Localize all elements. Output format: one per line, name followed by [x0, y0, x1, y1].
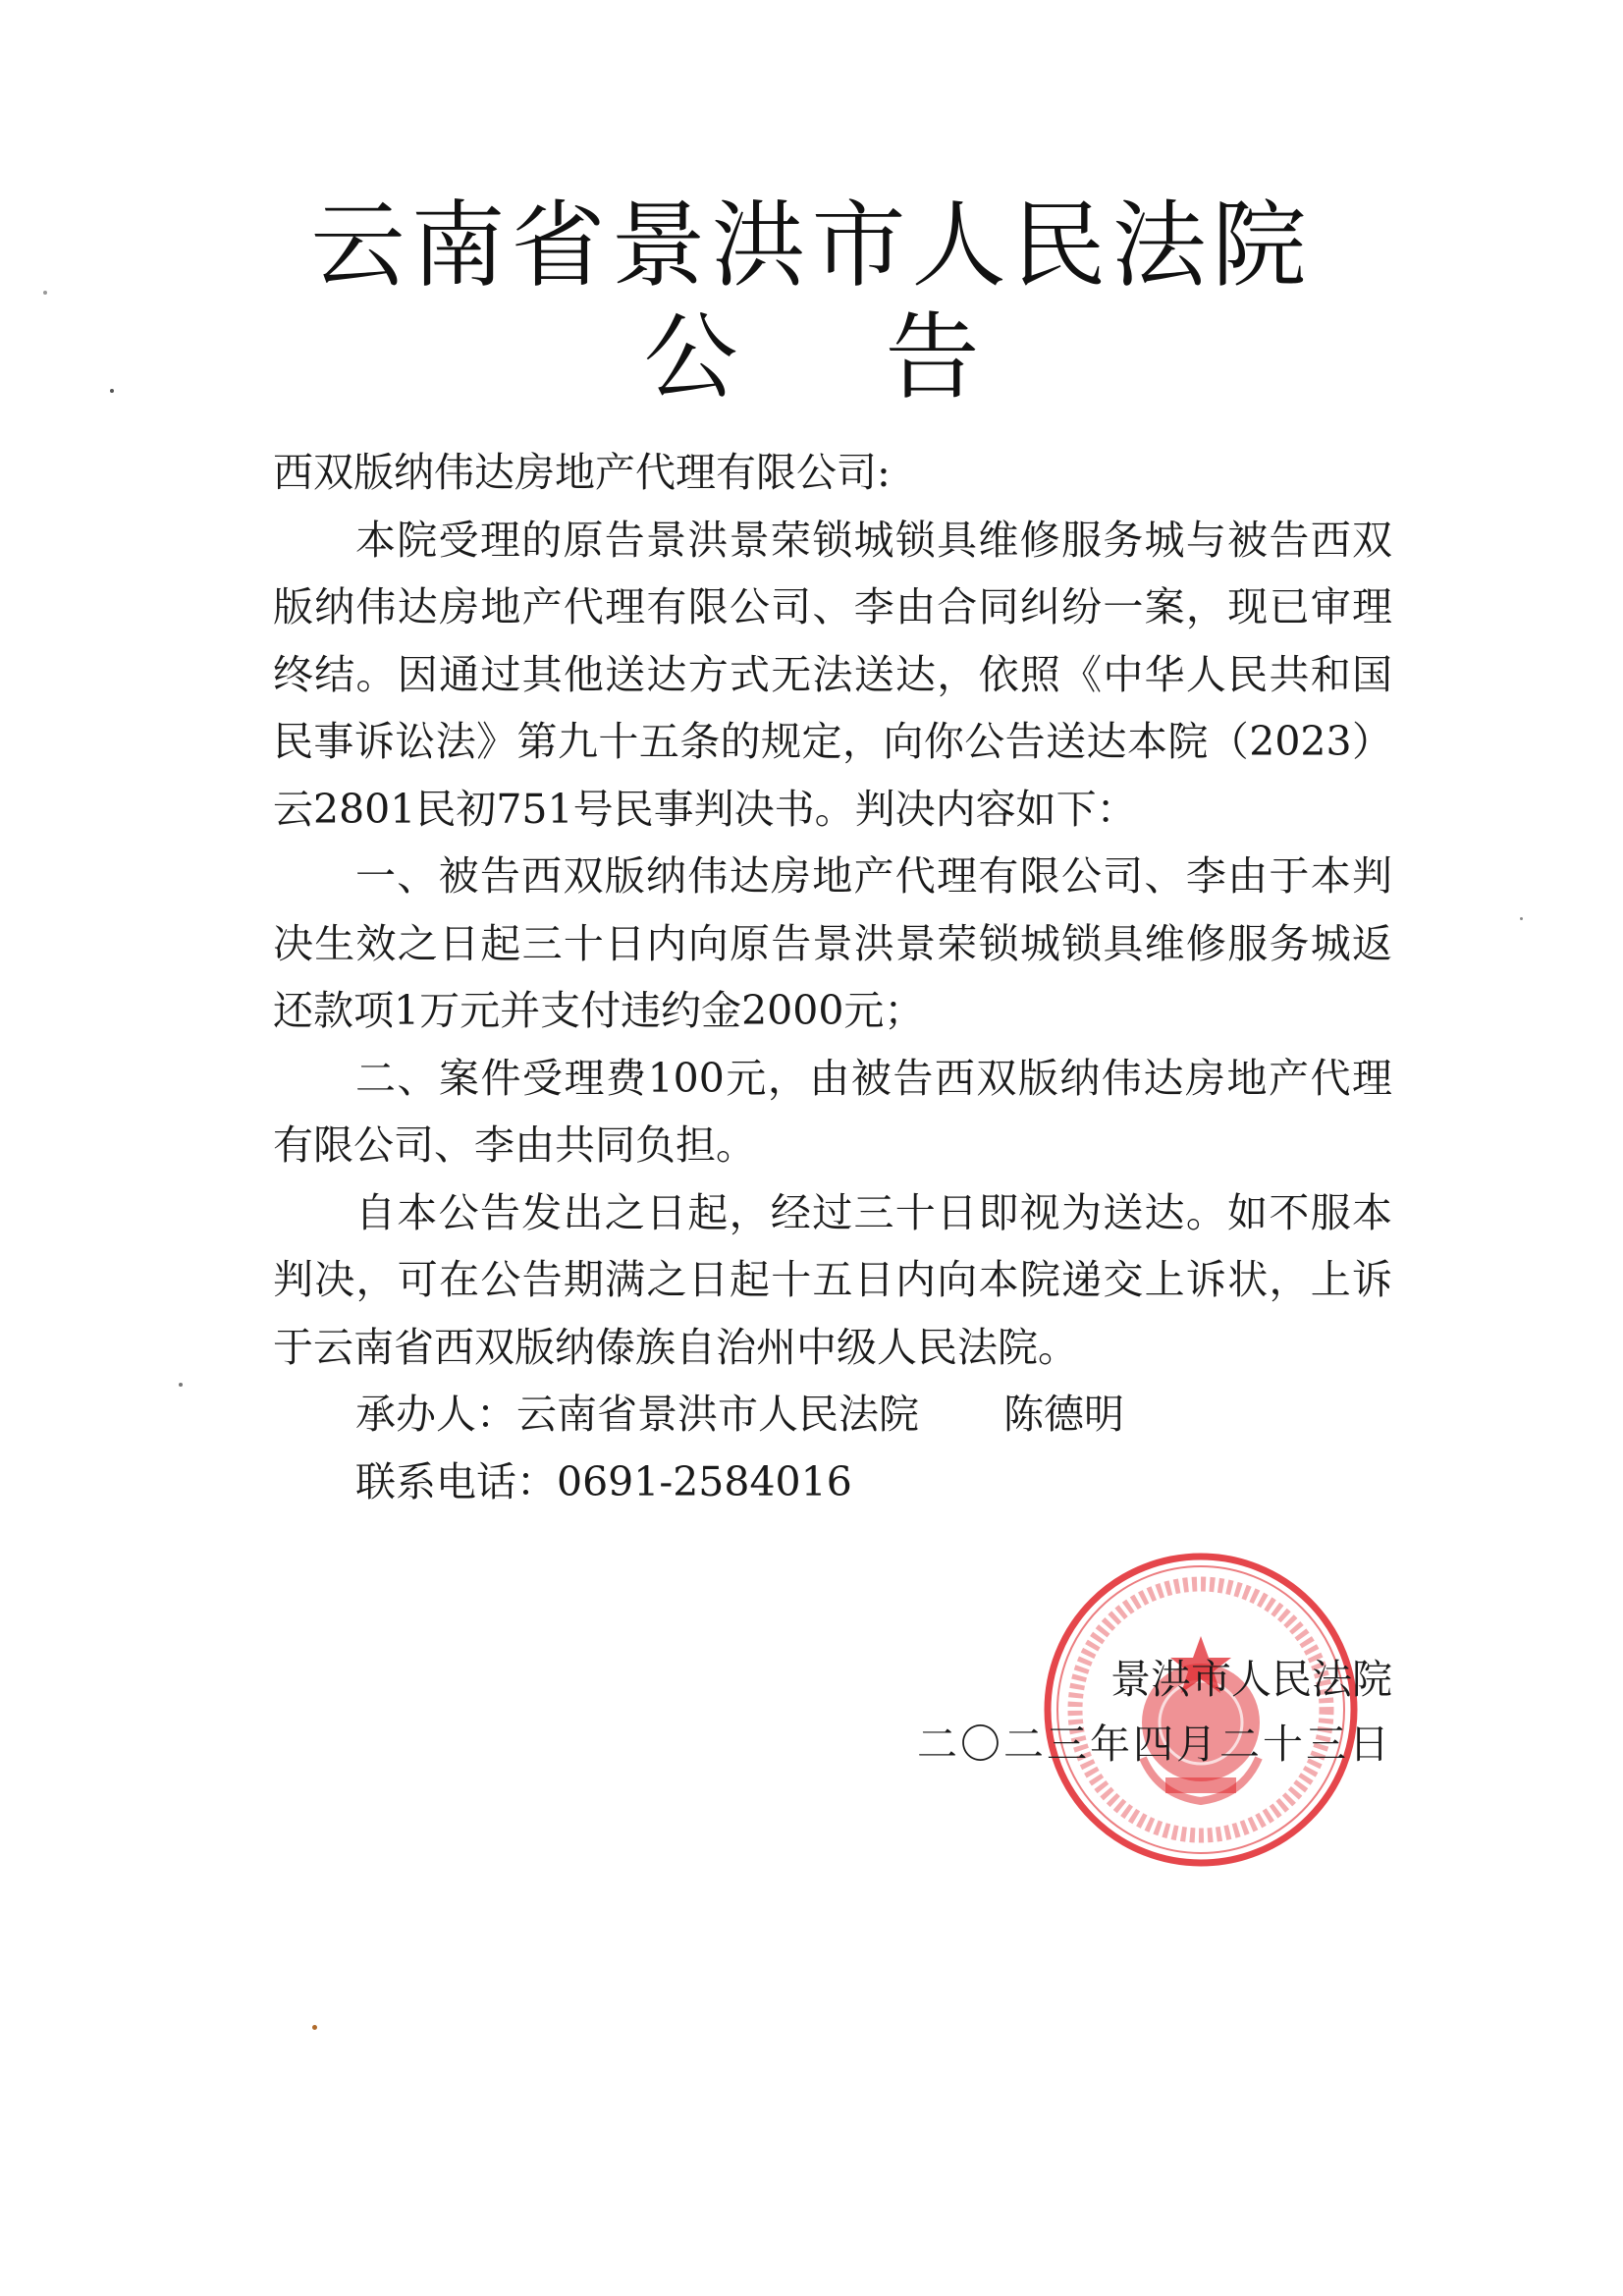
phone-number: 0691-2584016: [557, 1457, 852, 1505]
phone-line: [273, 1449, 1392, 1516]
paragraph-judgment-2: 二、案件受理费100元，由被告西双版纳伟达房地产代理有限公司、李由共同负担。: [273, 1054, 1392, 1169]
signoff-date: 二〇二三年四月二十三日: [917, 1721, 1392, 1768]
paragraph-intro: 本院受理的原告景洪景荣锁城锁具维修服务城与被告西双版纳伟达房地产代理有限公司、李由合同纠纷一案，现已审理终结。因通过其他送达方式无法送达，依照《中华人民共和国民事诉讼法》第九十五条的规定，向你公告送达本院（2023）云2801民初751号民事判决书。判决内容如下：: [273, 516, 1392, 833]
notice-title: 云南省景洪市人民法院: [310, 191, 1313, 301]
phone-label: 联系电话：: [355, 1457, 557, 1505]
signoff-court: 景洪市人民法院: [1110, 1656, 1392, 1703]
handler-line: [273, 1381, 1392, 1449]
handler-name: 陈德明: [1003, 1391, 1124, 1438]
paragraph-judgment-1: 一、被告西双版纳伟达房地产代理有限公司、李由于本判决生效之日起三十日内向原告景洪景荣锁城锁具维修服务城返还款项1万元并支付违约金2000元；: [273, 852, 1392, 1034]
paragraph-service: 自本公告发出之日起，经过三十日即视为送达。如不服本判决，可在公告期满之日起十五日内向本院递交上诉状，上诉于云南省西双版纳傣族自治州中级人民法院。: [273, 1188, 1392, 1371]
scan-speck: [312, 2025, 317, 2030]
addressee: 西双版纳伟达房地产代理有限公司:: [273, 449, 891, 496]
court-seal: [1041, 1550, 1361, 1870]
scan-speck: [110, 389, 114, 393]
scan-speck: [43, 291, 47, 295]
handler-court: 云南省景洪市人民法院: [516, 1391, 919, 1438]
handler-label: 承办人：: [355, 1391, 516, 1438]
notice-subtitle: 公告: [643, 302, 1127, 412]
scan-speck: [179, 1383, 183, 1387]
scan-speck: [1520, 917, 1523, 920]
notice-body: [273, 439, 1392, 1515]
